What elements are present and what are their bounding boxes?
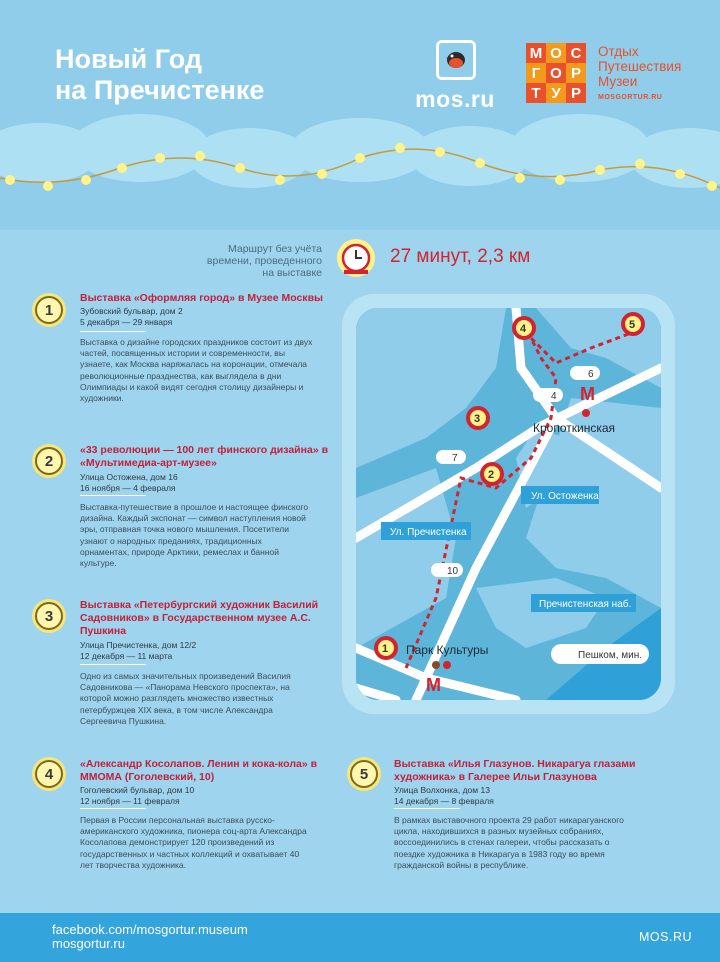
item-number-3: 3 — [35, 602, 63, 630]
item-number-4: 4 — [35, 760, 63, 788]
metro-letter-2: М — [426, 675, 441, 695]
item-title-2: «33 революции — 100 лет финского дизайна» в «Мультимедиа-арт-музее» — [80, 444, 329, 469]
item-meta-4: Гоголевский бульвар, дом 10 12 ноября — 11 февраля — [80, 785, 195, 806]
page-title: Новый Год на Пречистенке — [55, 44, 265, 105]
item-desc-1: Выставка о дизайне городских праздников состоит из двух частей, посвященных истории и современности, вы узнаете, как Москва наряжалась на коронации, отмечала революционные празднества, как выглядела в дни Олимпиады и какой видят сегодня столицу дизайнеры и художники. — [80, 337, 313, 404]
item-title-3: Выставка «Петербургский художник Василий Садовников» в Государственном музее А.С. Пушкина — [80, 599, 319, 637]
walk-time-4-text: 4 — [551, 391, 557, 402]
item-desc-4: Первая в России персональная выставка русско-американского художника, пионера соц-арта Александра Косолапова демонстрирует 120 произведений из государственных и частных коллекций и охватывает 40 лет творчества художника. — [80, 815, 307, 870]
mosgortur-logo-cell: Р — [566, 83, 586, 103]
bullfinch-icon — [442, 46, 468, 72]
route-map[interactable] — [342, 294, 675, 714]
map-svg — [356, 308, 661, 700]
footer-mosru-link[interactable]: MOS.RU — [639, 930, 692, 944]
pin-4 — [512, 316, 536, 340]
label-kropotkinskaya: Кропоткинская — [533, 421, 616, 435]
walk-time-10 — [431, 563, 463, 577]
mosgortur-logo-cell: М — [526, 43, 546, 63]
item-divider-5 — [394, 808, 460, 809]
mosru-logo-text: mos.ru — [415, 86, 495, 112]
item-desc-3: Одно из самых значительных произведений Василия Садовникова — «Панорама Невского проспекта», на которой можно разглядеть множество известных петербуржцев XIX века, в том числе Александра Сергеевича Пушкина. — [80, 671, 291, 726]
mosgortur-logo-cell: Р — [566, 63, 586, 83]
item-number-2: 2 — [35, 447, 63, 475]
mosgortur-logo-cell: Т — [526, 83, 546, 103]
footer — [0, 913, 720, 962]
svg-text:5: 5 — [629, 319, 636, 331]
svg-text:1: 1 — [382, 643, 389, 655]
mosgortur-logo-cell: О — [546, 43, 566, 63]
item-meta-3: Улица Пречистенка, дом 12/2 12 декабря — 11 марта — [80, 640, 197, 661]
label-ostozhenka: Ул. Остоженка — [531, 491, 599, 502]
footer-links[interactable]: facebook.com/mosgortur.museum mosgortur.ru — [52, 922, 248, 951]
pin-2 — [480, 462, 504, 486]
item-meta-5: Улица Волхонка, дом 13 14 декабря — 8 февраля — [394, 785, 494, 806]
walk-time-7-text: 7 — [452, 453, 458, 464]
item-divider-1 — [80, 331, 146, 332]
walk-time-7 — [436, 450, 466, 464]
mosgortur-url[interactable]: MOSGORTUR.RU — [598, 94, 663, 101]
item-meta-2: Улица Остожена, дом 16 16 ноября — 4 февраля — [80, 472, 178, 493]
svg-text:3: 3 — [474, 413, 481, 425]
metro-letter: М — [580, 384, 595, 404]
item-desc-5: В рамках выставочного проекта 29 работ никарагуанского цикла, находившихся в разных музейных собраниях, воссоединились в стенах галереи, чтобы рассказать о поездке художника в Никарагуа в 1983 году во время гражданской войны в республике. — [394, 815, 624, 870]
walk-time-10-text: 10 — [447, 566, 459, 577]
mosgortur-tagline: Отдых Путешествия Музеи — [598, 44, 682, 89]
item-number-5: 5 — [350, 760, 378, 788]
route-note: Маршрут без учёта времени, проведенного на выставке — [206, 243, 322, 279]
label-park-kultury: Парк Культуры — [406, 643, 489, 657]
label-prechistenskaya-nab: Пречистенская наб. — [539, 599, 632, 610]
item-title-1: Выставка «Оформляя город» в Музее Москвы — [80, 292, 323, 304]
walk-time-4 — [533, 388, 563, 402]
svg-text:4: 4 — [520, 323, 527, 335]
item-title-5: Выставка «Илья Глазунов. Никарагуа глазами художника» в Галерее Ильи Глазунова — [394, 758, 636, 783]
pin-1 — [374, 636, 398, 660]
svg-text:2: 2 — [488, 469, 495, 481]
walk-time-6-text: 6 — [588, 369, 594, 380]
route-stat: 27 минут, 2,3 км — [390, 246, 531, 267]
label-prechistenka: Ул. Пречистенка — [390, 527, 467, 538]
mosgortur-logo-cell: О — [546, 63, 566, 83]
cloud-garland-decoration — [0, 108, 720, 198]
mosgortur-logo-cell: Г — [526, 63, 546, 83]
pin-3 — [466, 406, 490, 430]
label-legend: Пешком, мин. — [578, 650, 643, 661]
mosgortur-logo-cell: С — [566, 43, 586, 63]
item-divider-3 — [80, 664, 146, 665]
mosgortur-logo[interactable] — [526, 43, 586, 103]
item-meta-1: Зубовский бульвар, дом 2 5 декабря — 29 января — [80, 306, 183, 327]
clock-icon — [335, 237, 377, 279]
map-canvas[interactable] — [356, 308, 661, 700]
item-number-1: 1 — [35, 296, 63, 324]
mosru-logo[interactable] — [412, 40, 498, 112]
item-desc-2: Выставка-путешествие в прошлое и настоящее финского дизайна. Каждый экспонат — символ наступления новой эры, отправная точка нового мышления. Посетители узнают о народных преданиях, традиционных орнаментах, природе Арктики, ремеслах и банной культуре. — [80, 502, 309, 569]
pin-5 — [621, 312, 645, 336]
mosgortur-logo-cell: У — [546, 83, 566, 103]
walk-time-6 — [570, 366, 600, 380]
item-title-4: «Александр Косолапов. Ленин и кока-кола» в ММОМА (Гоголевский, 10) — [80, 758, 318, 783]
item-divider-4 — [80, 808, 146, 809]
item-divider-2 — [80, 495, 146, 496]
